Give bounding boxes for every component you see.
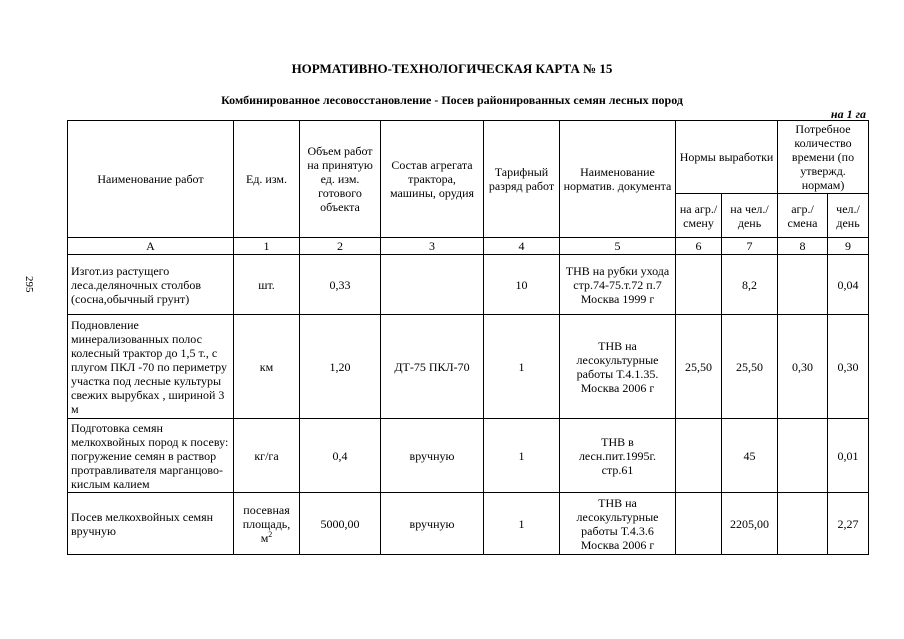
norm-aggr-cell (676, 419, 722, 493)
volume-cell: 0,4 (300, 419, 381, 493)
column-index: 7 (722, 238, 778, 255)
unit-cell (234, 493, 300, 555)
unit-cell: кг/га (234, 419, 300, 493)
unit-superscript: 2 (268, 529, 273, 539)
column-index: 9 (828, 238, 869, 255)
column-index: 1 (234, 238, 300, 255)
header-unit: Ед. изм. (234, 121, 300, 238)
grade-cell: 1 (484, 419, 560, 493)
norm-aggr-cell (676, 493, 722, 555)
column-index: 3 (381, 238, 484, 255)
volume-cell: 1,20 (300, 315, 381, 419)
document-cell: ТНВ на рубки ухода стр.74-75.т.72 п.7 Москва 1999 г (560, 255, 676, 315)
table-row (68, 255, 869, 315)
unit-cell: шт. (234, 255, 300, 315)
page-title: НОРМАТИВНО-ТЕХНОЛОГИЧЕСКАЯ КАРТА № 15 (291, 61, 613, 76)
norm-person-cell: 2205,00 (722, 493, 778, 555)
header-norms: Нормы выработки (676, 121, 778, 194)
time-person-cell: 2,27 (828, 493, 869, 555)
document-cell: ТНВ на лесокультурные работы Т.4.1.35. Москва 2006 г (560, 315, 676, 419)
volume-cell: 5000,00 (300, 493, 381, 555)
header-norms-aggr: на агр./ смену (676, 194, 722, 238)
document-cell: ТНВ на лесокультурные работы Т.4.3.6 Москва 2006 г (560, 493, 676, 555)
time-person-cell: 0,01 (828, 419, 869, 493)
header-time: Потребное количество времени (по утвержд. нормам) (778, 121, 869, 194)
table-row (68, 315, 869, 419)
header-name: Наименование работ (68, 121, 234, 238)
unit-text: посевная площадь, м (242, 502, 291, 545)
column-index: 6 (676, 238, 722, 255)
composition-cell (381, 255, 484, 315)
header-document: Наименование норматив. документа (560, 121, 676, 238)
work-name: Посев мелкохвойных семян вручную (68, 493, 234, 555)
time-aggr-cell: 0,30 (778, 315, 828, 419)
norm-person-cell: 25,50 (722, 315, 778, 419)
work-name: Подновление минерализованных полос колесный трактор до 1,5 т., с плугом ПКЛ -70 по периметру участка под лесные культуры свежих вырубках , шириной 3 м (68, 315, 234, 419)
time-aggr-cell (778, 419, 828, 493)
header-norms-person: на чел./ день (722, 194, 778, 238)
column-index-row (68, 238, 869, 255)
column-index: А (68, 238, 234, 255)
header-time-aggr: агр./ смена (778, 194, 828, 238)
norm-table (67, 120, 869, 555)
unit-cell: км (234, 315, 300, 419)
norm-aggr-cell: 25,50 (676, 315, 722, 419)
header-composition: Состав агрегата трактора, машины, орудия (381, 121, 484, 238)
composition-cell: ДТ-75 ПКЛ-70 (381, 315, 484, 419)
column-index: 5 (560, 238, 676, 255)
column-index: 2 (300, 238, 381, 255)
grade-cell: 10 (484, 255, 560, 315)
page-subtitle: Комбинированное лесовосстановление - Посев районированных семян лесных пород (221, 93, 683, 107)
header-time-person: чел./ день (828, 194, 869, 238)
header-volume: Объем работ на принятую ед. изм. готового объекта (300, 121, 381, 238)
norm-aggr-cell (676, 255, 722, 315)
time-person-cell: 0,30 (828, 315, 869, 419)
work-name: Изгот.из растущего леса.деляночных столбов (сосна,обычный грунт) (68, 255, 234, 315)
table-row (68, 419, 869, 493)
grade-cell: 1 (484, 493, 560, 555)
table-row (68, 493, 869, 555)
page-number: 295 (23, 276, 35, 293)
work-name: Подготовка семян мелкохвойных пород к посеву: погружение семян в раствор протравливателя марганцово-кислым калием (68, 419, 234, 493)
grade-cell: 1 (484, 315, 560, 419)
column-index: 8 (778, 238, 828, 255)
header-grade: Тарифный разряд работ (484, 121, 560, 238)
norm-person-cell: 8,2 (722, 255, 778, 315)
unit-note: на 1 га (830, 107, 866, 121)
time-person-cell: 0,04 (828, 255, 869, 315)
norm-person-cell: 45 (722, 419, 778, 493)
document-cell: ТНВ в лесн.пит.1995г. стр.61 (560, 419, 676, 493)
composition-cell: вручную (381, 493, 484, 555)
header-row-top (68, 121, 869, 194)
time-aggr-cell (778, 255, 828, 315)
composition-cell: вручную (381, 419, 484, 493)
time-aggr-cell (778, 493, 828, 555)
volume-cell: 0,33 (300, 255, 381, 315)
column-index: 4 (484, 238, 560, 255)
